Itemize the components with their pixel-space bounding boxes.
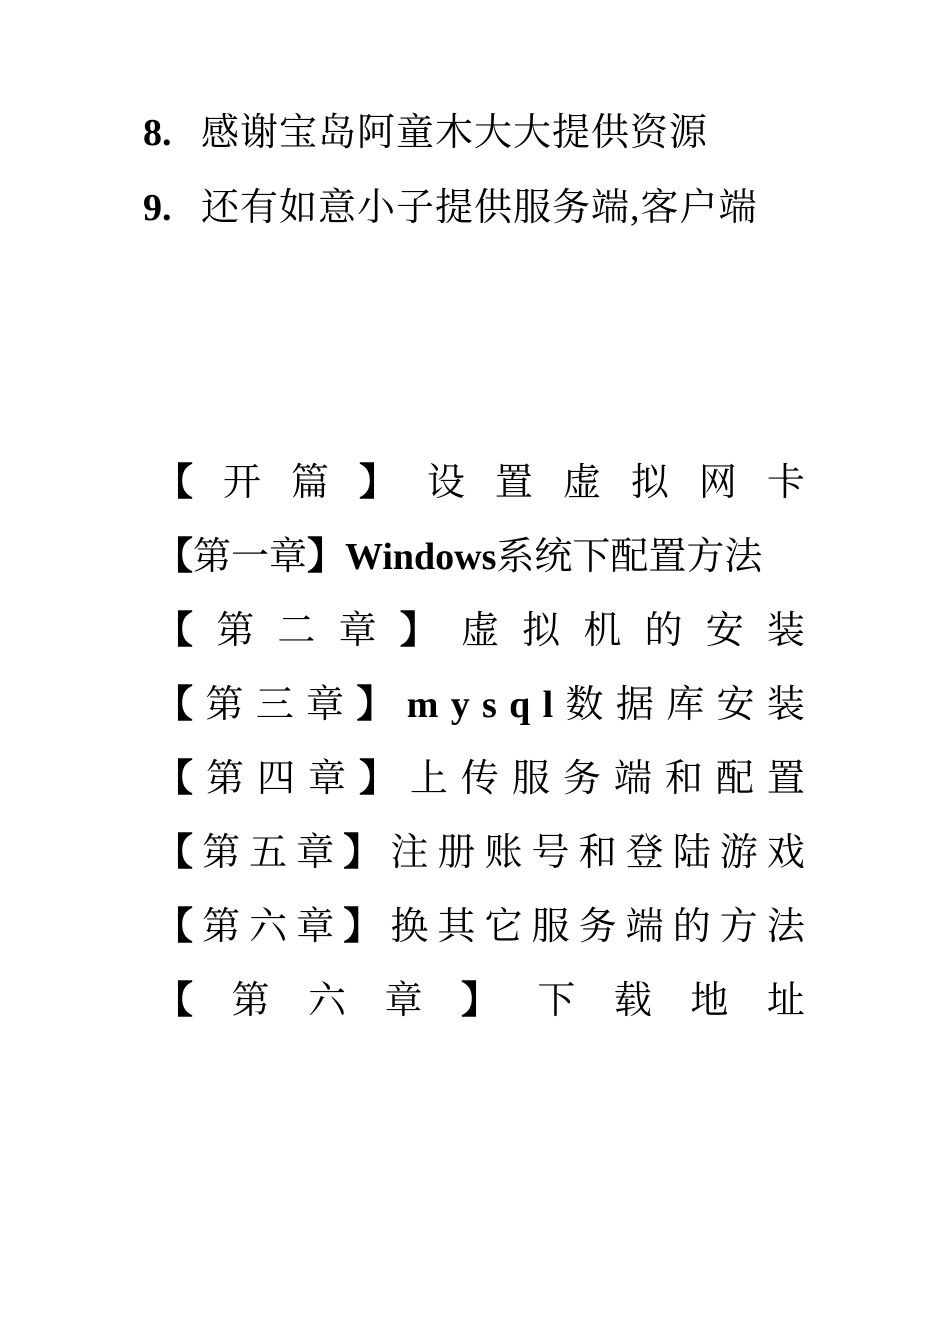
toc-char: 】	[358, 462, 397, 504]
toc-char: 服	[531, 906, 570, 948]
toc-char: 第	[216, 610, 255, 652]
toc-char: 四	[256, 758, 295, 800]
toc-char: 虚	[460, 610, 499, 652]
toc-char: 册	[437, 832, 476, 874]
toc-char: 第	[202, 906, 241, 948]
toc-char: 的	[644, 610, 683, 652]
toc-char: 置	[766, 758, 805, 800]
toc-char: 游	[719, 832, 758, 874]
toc-char: 】	[343, 906, 382, 948]
toc-char: 安	[716, 684, 755, 726]
toc-line-chapter-6-download	[155, 964, 805, 1038]
toc-char: 登	[625, 832, 664, 874]
toc-char: 章	[384, 980, 423, 1022]
toc-text-part: 系统下配置方法	[496, 536, 763, 578]
toc-char: 第	[231, 980, 270, 1022]
toc-char: 务	[562, 758, 601, 800]
toc-char: 的	[672, 906, 711, 948]
toc-char: 数	[565, 684, 604, 726]
toc-line-chapter-5	[155, 816, 805, 890]
toc-char: 章	[338, 610, 377, 652]
toc-char: 库	[666, 684, 705, 726]
toc-char: 端	[625, 906, 664, 948]
toc-char: 】	[358, 758, 397, 800]
toc-char: 设	[426, 462, 465, 504]
toc-char: 上	[409, 758, 448, 800]
toc-char: 它	[484, 906, 523, 948]
toc-char: 三	[255, 684, 294, 726]
toc-char: 配	[715, 758, 754, 800]
toc-line-chapter-3	[155, 668, 805, 742]
toc-char: 六	[307, 980, 346, 1022]
toc-char: q	[509, 684, 531, 726]
toc-line-chapter-2	[155, 594, 805, 668]
toc-char: 账	[484, 832, 523, 874]
toc-char: 【	[155, 758, 194, 800]
toc-char: 虚	[562, 462, 601, 504]
toc-text-part: Windows	[345, 536, 497, 578]
toc-char: l	[542, 684, 554, 726]
toc-line-opening	[155, 446, 805, 520]
toc-char: s	[482, 684, 497, 726]
toc-char: 】	[460, 980, 499, 1022]
toc-char: 】	[356, 684, 395, 726]
toc-char: 装	[766, 610, 805, 652]
toc-char: y	[450, 684, 470, 726]
toc-char: 二	[277, 610, 316, 652]
toc-char: 和	[578, 832, 617, 874]
toc-char: 【	[155, 610, 194, 652]
list-item	[143, 108, 708, 158]
toc-char: 章	[306, 684, 345, 726]
toc-char: 换	[390, 906, 429, 948]
toc-char: 六	[249, 906, 288, 948]
toc-char: 【	[155, 462, 194, 504]
toc-char: 第	[202, 832, 241, 874]
list-number: 8.	[143, 112, 172, 154]
list-text: 还有如意小子提供服务端,客户端	[201, 187, 758, 229]
toc-text-part: 【	[155, 536, 194, 578]
toc-char: 和	[664, 758, 703, 800]
toc-char: m	[406, 684, 439, 726]
toc-char: 地	[690, 980, 729, 1022]
toc-char: 第	[205, 684, 244, 726]
list-item	[143, 183, 758, 233]
toc-char: 】	[399, 610, 438, 652]
toc-text-part: 】	[307, 536, 346, 578]
toc-char: 安	[705, 610, 744, 652]
list-number: 9.	[143, 187, 172, 229]
toc-char: 传	[460, 758, 499, 800]
toc-char: 章	[307, 758, 346, 800]
toc-char: 【	[155, 906, 194, 948]
toc-char: 陆	[672, 832, 711, 874]
toc-char: 端	[613, 758, 652, 800]
toc-char: 务	[578, 906, 617, 948]
toc-char: 下	[537, 980, 576, 1022]
toc-char: 服	[511, 758, 550, 800]
toc-char: 装	[766, 684, 805, 726]
toc-char: 据	[615, 684, 654, 726]
toc-char: 第	[205, 758, 244, 800]
toc-line-text	[155, 520, 762, 594]
toc-line-chapter-4	[155, 742, 805, 816]
toc-char: 注	[390, 832, 429, 874]
toc-char: 戏	[766, 832, 805, 874]
toc-line-chapter-6	[155, 890, 805, 964]
table-of-contents	[155, 446, 805, 1038]
toc-char: 号	[531, 832, 570, 874]
toc-line-chapter-1	[155, 520, 805, 594]
toc-char: 拟	[522, 610, 561, 652]
toc-text-part: 第一章	[193, 536, 308, 578]
toc-char: 【	[155, 684, 194, 726]
toc-char: 开	[222, 462, 261, 504]
list-text: 感谢宝岛阿童木大大提供资源	[201, 112, 709, 154]
toc-char: 拟	[630, 462, 669, 504]
toc-char: 篇	[290, 462, 329, 504]
toc-char: 机	[583, 610, 622, 652]
toc-char: 卡	[766, 462, 805, 504]
toc-char: 载	[613, 980, 652, 1022]
toc-char: 章	[296, 832, 335, 874]
toc-char: 【	[155, 980, 194, 1022]
toc-char: 置	[494, 462, 533, 504]
toc-char: 网	[698, 462, 737, 504]
toc-char: 章	[296, 906, 335, 948]
toc-char: 址	[766, 980, 805, 1022]
toc-char: 五	[249, 832, 288, 874]
toc-char: 法	[766, 906, 805, 948]
toc-char: 】	[343, 832, 382, 874]
toc-char: 其	[437, 906, 476, 948]
toc-char: 【	[155, 832, 194, 874]
toc-char: 方	[719, 906, 758, 948]
